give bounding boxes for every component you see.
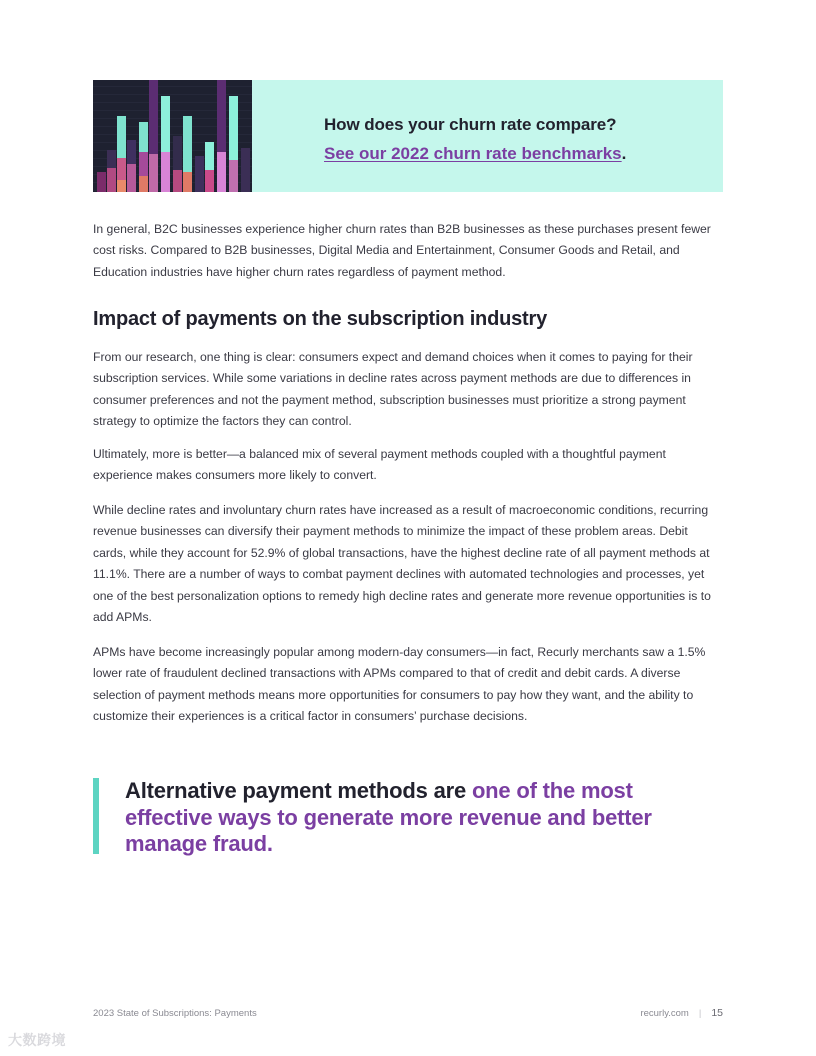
- watermark-logo: 大数跨境: [8, 1032, 66, 1048]
- banner-art-bar-0-0: [97, 172, 106, 192]
- banner-art-scanline: [93, 94, 252, 95]
- section-heading: Impact of payments on the subscription industry: [93, 308, 547, 330]
- decline-rates-paragraph: While decline rates and involuntary churn rates have increased as a result of macroeconomic conditions, recurring revenue businesses can diversify their payment methods to minimize the impact of these problem areas. Debit cards, while they account for 52.9% of global transactions, have the highest decline rate of all payment methods at 11.1%. There are a number of ways to combat payment declines with automated technologies and processes, yet one of the best personalization options to remedy high decline rates and generate more revenue opportunities is to add APMs.: [93, 503, 711, 625]
- banner-art-scanline: [93, 150, 252, 151]
- banner-art-bar-8-1: [183, 172, 192, 192]
- banner-art-scanline: [93, 134, 252, 135]
- banner-art-bar-6-1: [161, 152, 170, 192]
- banner-art-scanline: [93, 190, 252, 191]
- more-is-better-paragraph: Ultimately, more is better—a balanced mix of several payment methods coupled with a thoughtful payment experience makes consumers more likely to convert.: [93, 447, 666, 483]
- footer-right: [640, 1007, 723, 1019]
- banner-art-bar-11-1: [217, 152, 226, 192]
- pull-quote-accent-bar: [93, 778, 99, 854]
- churn-benchmark-banner: [93, 80, 723, 192]
- banner-art-bar-2-2: [117, 180, 126, 192]
- banner-art-scanline: [93, 158, 252, 159]
- pull-quote: [93, 778, 723, 854]
- banner-heading: How does your churn rate compare?: [324, 115, 617, 134]
- research-paragraph: From our research, one thing is clear: consumers expect and demand choices when it comes to paying for their subscription services. While some variations in decline rates across payment methods are due to differences in consumer preferences and not the payment method, subscription businesses must prioritize a strong payment strategy to optimize the factors they can control.: [93, 350, 693, 429]
- banner-art-scanline: [93, 86, 252, 87]
- banner-art-bar-1-1: [107, 168, 116, 192]
- pull-quote-lead: Alternative payment methods are: [125, 778, 472, 803]
- banner-art-bar-12-1: [229, 160, 238, 192]
- banner-art-bar-13-0: [241, 148, 250, 192]
- page-number: 15: [711, 1007, 723, 1019]
- banner-art-bar-3-1: [127, 164, 136, 192]
- banner-art-bar-9-0: [195, 156, 204, 192]
- banner-art-bar-7-1: [173, 170, 182, 192]
- banner-link-row: [324, 144, 626, 164]
- footer-report-title: 2023 State of Subscriptions: Payments: [93, 1008, 257, 1019]
- banner-art-scanline: [93, 118, 252, 119]
- banner-art-bar-5-1: [149, 154, 158, 192]
- intro-paragraph: In general, B2C businesses experience higher churn rates than B2B businesses as these purchases present fewer cost risks. Compared to B2B businesses, Digital Media and Entertainment, Consumer Goods and Retail, and Education industries have higher churn rates regardless of payment method.: [93, 222, 711, 279]
- footer-separator: |: [698, 1008, 702, 1019]
- banner-art-bar-4-2: [139, 176, 148, 192]
- banner-text-block: [324, 115, 626, 164]
- banner-art-bar-10-1: [205, 170, 214, 192]
- bar-graphic-image: [93, 80, 252, 192]
- apms-paragraph: APMs have become increasingly popular among modern-day consumers—in fact, Recurly merchants saw a 1.5% lower rate of fraudulent declined transactions with APMs compared to that of credit and debit cards. A diverse selection of payment methods means more opportunities for consumers to pay how they want, and the ability to customize their experiences is a critical factor in consumers’ purchase decisions.: [93, 645, 706, 724]
- pull-quote-text: [125, 778, 715, 858]
- banner-art-scanline: [93, 174, 252, 175]
- banner-art-scanline: [93, 102, 252, 103]
- pull-quote-accent: one of the most effective ways to generate more revenue and better manage fraud.: [125, 778, 652, 856]
- banner-art-scanline: [93, 166, 252, 167]
- banner-art-scanline: [93, 182, 252, 183]
- footer-site-link[interactable]: recurly.com: [640, 1008, 689, 1019]
- churn-benchmarks-link[interactable]: See our 2022 churn rate benchmarks: [324, 144, 622, 163]
- banner-art-scanline: [93, 142, 252, 143]
- banner-link-period: .: [621, 144, 627, 163]
- banner-art-scanline: [93, 126, 252, 127]
- banner-art-scanline: [93, 110, 252, 111]
